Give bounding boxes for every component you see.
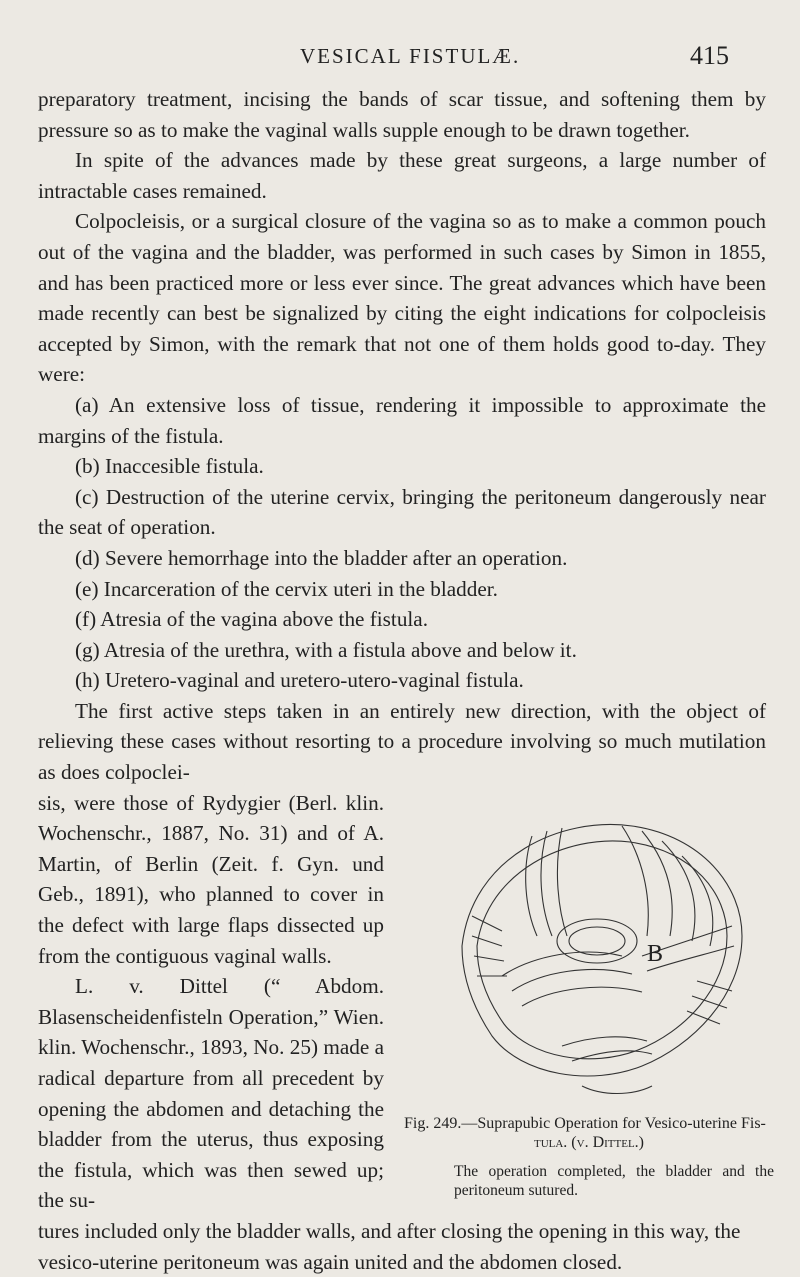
body-text [38,84,774,1277]
figure-column [384,788,774,1216]
page-number: 415 [690,41,729,70]
indication-item: (a) An extensive loss of tissue, rendering it impossible to approximate the margins of the fistula. [38,392,766,448]
indication-item: (e) Incarceration of the cervix uteri in the bladder. [75,576,498,601]
indication-item: (c) Destruction of the uterine cervix, bringing the peritoneum dangerously near the seat of operation. [38,484,766,540]
caption-title: Fig. 249.—Suprapubic Operation for Vesico-uterine Fis- [404,1114,766,1132]
indication-item: (d) Severe hemorrhage into the bladder after an operation. [75,545,568,570]
paragraph: preparatory treatment, incising the bands of scar tissue, and softening them by pressure so as to make the vaginal walls supple enough to be drawn together. [38,87,766,142]
wrapped-text [38,788,384,1216]
text-figure-block [38,788,774,1216]
running-title: VESICAL FISTULÆ. [300,44,521,68]
indication-item: (g) Atresia of the urethra, with a fistula above and below it. [75,637,577,662]
paragraph: In spite of the advances made by these great surgeons, a large number of intractable cases remained. [38,148,766,203]
paragraph: tures included only the bladder walls, and after closing the opening in this way, the vesico-uterine peritoneum was again united and the abdomen closed. [38,1218,741,1274]
indication-item: (f) Atresia of the vagina above the fistula. [75,607,428,632]
paragraph: L. v. Dittel (“ Abdom. Blasenscheidenfisteln Operation,” Wien. klin. Wochenschr., 1893, No. 25) made a radical departure from all precedent by opening the abdomen and detaching the bladder from the uterus, thus exposing the fistula, which was then sewed up; the su- [38,974,384,1213]
paragraph: sis, were those of Rydygier (Berl. klin. Wochenschr., 1887, No. 31) and of A. Martin, of Berlin (Zeit. f. Gyn. und Geb., 1891), who planned to cover in the defect with large flaps dissected up from the contiguous vaginal walls. [38,790,384,968]
surgical-illustration [442,796,754,1106]
indication-item: (b) Inaccesible fistula. [75,454,264,479]
caption-title-cont: tula. (v. Dittel.) [533,1133,645,1151]
paragraph: The first active steps taken in an entirely new direction, with the object of relieving these cases without resorting to a procedure involving so much mutilation as does colpoclei- [38,698,766,785]
paragraph: Colpocleisis, or a surgical closure of the vagina so as to make a common pouch out of the vagina and the bladder, was performed in such cases by Simon in 1855, and has been practiced more or less ever since. The great advances which have been made recently can best be signalized by citing the eight indications for colpocleisis accepted by Simon, with the remark that not one of them holds good to-day. They were: [38,209,766,387]
running-head [0,41,800,74]
figure-label: B [647,940,664,967]
figure-caption [404,1114,774,1200]
indication-item: (h) Uretero-vaginal and uretero-utero-vaginal fistula. [75,668,524,693]
caption-body: The operation completed, the bladder and the peritoneum sutured. [454,1162,774,1199]
